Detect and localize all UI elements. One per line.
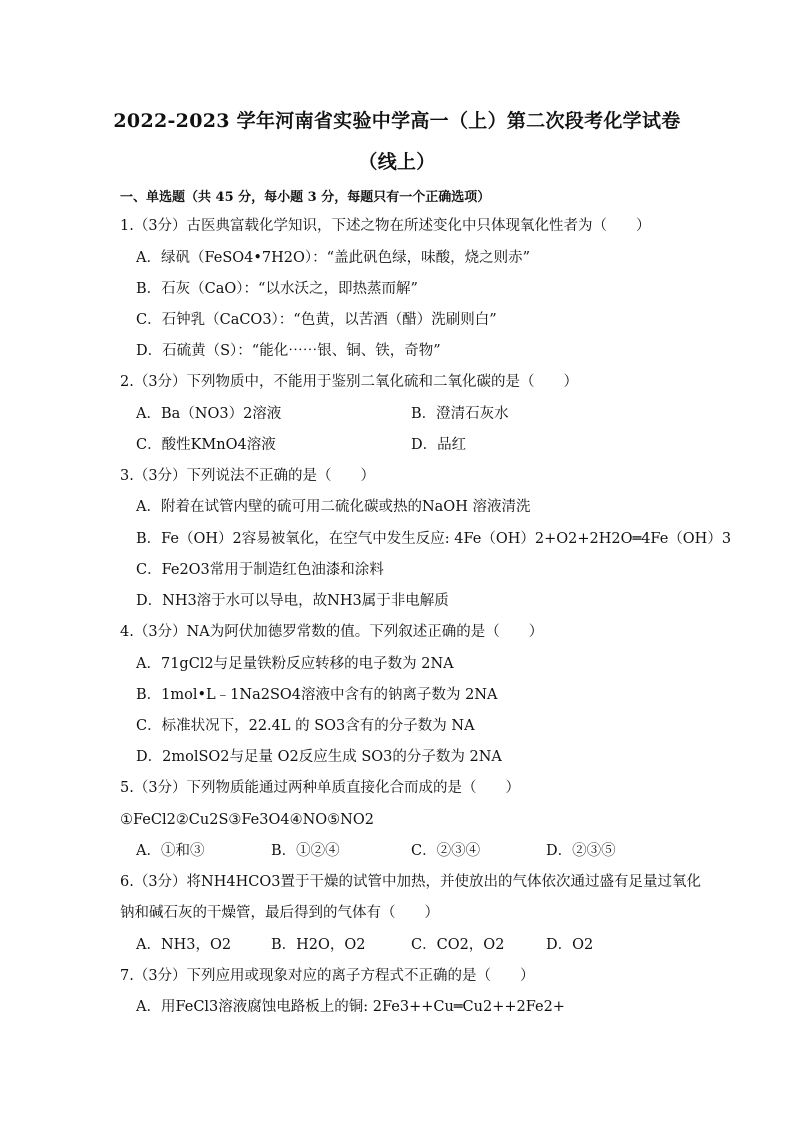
question-4-option-c: C．标准状况下，22.4L 的 SO3含有的分子数为 NA (136, 718, 475, 734)
question-6-option-b: B．H2O，O2 (271, 937, 366, 953)
question-1-option-d: D．石硫黄（S）：“能化⋯⋯银、铜、铁，奇物” (136, 343, 441, 359)
question-7-stem: 7.（3分）下列应用或现象对应的离子方程式不正确的是（ ） (120, 968, 535, 984)
question-2-stem: 2.（3分）下列物质中，不能用于鉴别二氧化硫和二氧化碳的是（ ） (120, 374, 579, 390)
question-4-option-a: A．71gCl2与足量铁粉反应转移的电子数为 2NA (136, 656, 454, 672)
question-3-option-d: D．NH3溶于水可以导电，故NH3属于非电解质 (136, 593, 449, 609)
question-2-option-a: A．Ba（NO3）2溶液 (136, 406, 282, 422)
question-4-option-d: D．2molSO2与足量 O2反应生成 SO3的分子数为 2NA (136, 749, 502, 765)
question-3-option-b: B．Fe（OH）2容易被氧化，在空气中发生反应: 4Fe（OH）2+O2+2H2O═4Fe（OH）3 (136, 531, 732, 547)
question-1-option-a: A．绿矾（FeSO4•7H2O）：“盖此矾色绿，味酸，烧之则赤” (136, 250, 530, 266)
question-1-option-b: B．石灰（CaO）：“以水沃之，即热蒸而解” (136, 281, 418, 297)
question-3-stem: 3.（3分）下列说法不正确的是（ ） (120, 468, 376, 484)
question-3-option-c: C．Fe2O3常用于制造红色油漆和涂料 (136, 562, 384, 578)
question-4-option-b: B．1mol•L﹣1Na2SO4溶液中含有的钠离子数为 2NA (136, 687, 498, 703)
question-6-stem-line1: 6.（3分）将NH4HCO3置于干燥的试管中加热，并使放出的气体依次通过盛有足量过氧化 (120, 874, 701, 890)
question-6-option-a: A．NH3，O2 (136, 937, 232, 953)
question-5-option-a: A．①和③ (136, 843, 205, 859)
section-heading: 一、单选题（共 45 分，每小题 3 分，每题只有一个正确选项） (120, 190, 491, 205)
question-6-stem-line2: 钠和碱石灰的干燥管，最后得到的气体有（ ） (120, 905, 439, 921)
question-6-option-d: D．O2 (546, 937, 594, 953)
question-5-stem: 5.（3分）下列物质能通过两种单质直接化合而成的是（ ） (120, 780, 521, 796)
exam-title-subline: （线上） (358, 151, 436, 173)
question-5-option-b: B．①②④ (271, 843, 340, 859)
question-4-stem: 4.（3分）NA为阿伏加德罗常数的值。下列叙述正确的是（ ） (120, 624, 544, 640)
question-3-option-a: A．附着在试管内壁的硫可用二硫化碳或热的NaOH 溶液清洗 (136, 499, 531, 515)
question-6-option-c: C．CO2，O2 (411, 937, 505, 953)
exam-title: 2022-2023 学年河南省实验中学高一（上）第二次段考化学试卷 (113, 110, 681, 132)
question-1-stem: 1.（3分）古医典富载化学知识，下述之物在所述变化中只体现氧化性者为（ ） (120, 218, 651, 234)
question-2-option-d: D．品红 (411, 437, 467, 453)
question-1-option-c: C．石钟乳（CaCO3）：“色黄，以苦酒（醋）洗刷则白” (136, 312, 497, 328)
question-5-option-d: D．②③⑤ (546, 843, 616, 859)
question-2-option-b: B．澄清石灰水 (411, 406, 509, 422)
question-7-option-a: A．用FeCl3溶液腐蚀电路板上的铜: 2Fe3++Cu═Cu2++2Fe2+ (136, 999, 565, 1015)
question-5-items: ①FeCl2②Cu2S③Fe3O4④NO⑤NO2 (120, 812, 374, 828)
question-2-option-c: C．酸性KMnO4溶液 (136, 437, 276, 453)
question-5-option-c: C．②③④ (411, 843, 481, 859)
